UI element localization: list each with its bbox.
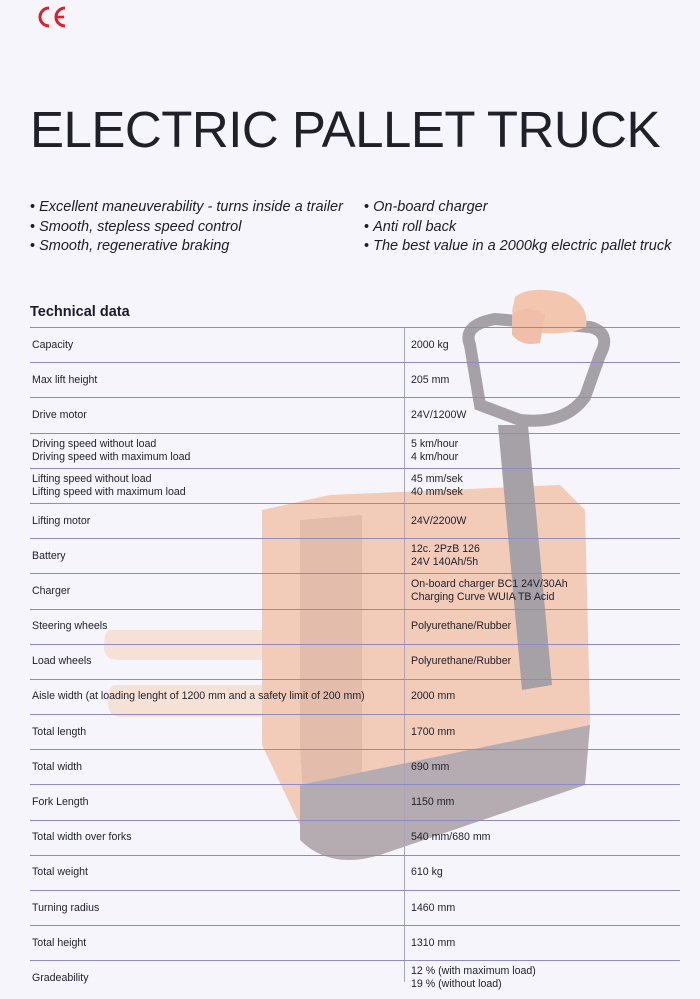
spec-label bbox=[32, 328, 402, 362]
spec-label bbox=[32, 398, 402, 432]
spec-value bbox=[411, 821, 676, 855]
spec-value bbox=[411, 539, 676, 573]
spec-value bbox=[411, 469, 676, 503]
spec-value-text: 1700 mm bbox=[411, 725, 456, 738]
spec-label bbox=[32, 821, 402, 855]
spec-label-text: Load wheels bbox=[32, 655, 92, 668]
spec-value-text: 45 mm/sek bbox=[411, 472, 463, 485]
spec-label bbox=[32, 785, 402, 819]
feature-column-right bbox=[364, 198, 671, 257]
spec-value-text: 610 kg bbox=[411, 866, 443, 879]
spec-value-text: 1460 mm bbox=[411, 901, 456, 914]
spec-label-text: Driving speed without load bbox=[32, 437, 157, 450]
spec-value-text: 2000 kg bbox=[411, 338, 449, 351]
table-row bbox=[30, 785, 680, 820]
spec-value-text: 1310 mm bbox=[411, 936, 456, 949]
spec-label-text: Lifting speed with maximum load bbox=[32, 485, 186, 498]
feature-item: • On-board charger bbox=[364, 198, 671, 218]
spec-value-text: 24V 140Ah/5h bbox=[411, 556, 479, 569]
table-row bbox=[30, 504, 680, 539]
spec-label bbox=[32, 715, 402, 749]
spec-value-text: 40 mm/sek bbox=[411, 485, 463, 498]
spec-value-text: 540 mm/680 mm bbox=[411, 831, 491, 844]
spec-value bbox=[411, 398, 676, 432]
spec-label-text: Turning radius bbox=[32, 901, 100, 914]
table-row bbox=[30, 891, 680, 926]
spec-label bbox=[32, 926, 402, 960]
spec-value-text: 1150 mm bbox=[411, 796, 455, 809]
spec-value-text: 12 % (with maximum load) bbox=[411, 965, 536, 978]
spec-label-text: Gradeability bbox=[32, 971, 89, 984]
table-row bbox=[30, 469, 680, 504]
spec-label bbox=[32, 469, 402, 503]
spec-label bbox=[32, 891, 402, 925]
spec-label-text: Aisle width (at loading lenght of 1200 mm and a safety limit of 200 mm) bbox=[32, 690, 365, 703]
spec-value bbox=[411, 328, 676, 362]
feature-item: • Smooth, regenerative braking bbox=[30, 237, 343, 257]
table-row bbox=[30, 434, 680, 469]
spec-value bbox=[411, 363, 676, 397]
spec-value-text: 24V/1200W bbox=[411, 408, 467, 421]
spec-value bbox=[411, 574, 676, 608]
spec-label-text: Total width over forks bbox=[32, 831, 132, 844]
feature-item: • Anti roll back bbox=[364, 218, 671, 238]
spec-label-text: Lifting speed without load bbox=[32, 472, 152, 485]
spec-label bbox=[32, 504, 402, 538]
spec-value-text: 205 mm bbox=[411, 373, 450, 386]
spec-label bbox=[32, 680, 402, 714]
spec-value bbox=[411, 961, 676, 995]
spec-value bbox=[411, 504, 676, 538]
spec-label-text: Max lift height bbox=[32, 373, 98, 386]
feature-item: • The best value in a 2000kg electric pallet truck bbox=[364, 237, 671, 257]
spec-label-text: Driving speed with maximum load bbox=[32, 450, 191, 463]
feature-item: • Excellent maneuverability - turns inside a trailer bbox=[30, 198, 343, 218]
spec-value bbox=[411, 750, 676, 784]
spec-value bbox=[411, 680, 676, 714]
spec-label-text: Lifting motor bbox=[32, 514, 91, 527]
table-row bbox=[30, 750, 680, 785]
spec-value-text: Charging Curve WUIA TB Acid bbox=[411, 591, 555, 604]
spec-label-text: Steering wheels bbox=[32, 620, 108, 633]
spec-label bbox=[32, 645, 402, 679]
spec-label bbox=[32, 610, 402, 644]
spec-value bbox=[411, 645, 676, 679]
table-row bbox=[30, 715, 680, 750]
spec-label bbox=[32, 961, 402, 995]
spec-value-text: On-board charger BC1 24V/30Ah bbox=[411, 578, 568, 591]
spec-label-text: Fork Length bbox=[32, 796, 89, 809]
spec-value bbox=[411, 434, 676, 468]
table-row bbox=[30, 856, 680, 891]
spec-value bbox=[411, 715, 676, 749]
table-row bbox=[30, 821, 680, 856]
spec-value-text: 4 km/hour bbox=[411, 450, 459, 463]
spec-label-text: Total width bbox=[32, 760, 83, 773]
table-row bbox=[30, 539, 680, 574]
table-row bbox=[30, 610, 680, 645]
feature-column-left bbox=[30, 198, 343, 257]
spec-label-text: Drive motor bbox=[32, 408, 87, 421]
spec-label-text: Capacity bbox=[32, 338, 74, 351]
spec-label bbox=[32, 856, 402, 890]
spec-value-text: Polyurethane/Rubber bbox=[411, 655, 512, 668]
spec-label-text: Charger bbox=[32, 584, 71, 597]
spec-value-text: 2000 mm bbox=[411, 690, 456, 703]
spec-value bbox=[411, 785, 676, 819]
table-row bbox=[30, 926, 680, 961]
spec-value-text: Polyurethane/Rubber bbox=[411, 620, 512, 633]
spec-value-text: 24V/2200W bbox=[411, 514, 467, 527]
spec-value bbox=[411, 926, 676, 960]
page-title: ELECTRIC PALLET TRUCK bbox=[30, 101, 661, 158]
spec-label-text: Total length bbox=[32, 725, 87, 738]
table-row bbox=[30, 574, 680, 609]
table-row bbox=[30, 680, 680, 715]
spec-value-text: 19 % (without load) bbox=[411, 978, 502, 991]
spec-value bbox=[411, 856, 676, 890]
spec-value bbox=[411, 610, 676, 644]
spec-value-text: 690 mm bbox=[411, 760, 450, 773]
spec-value-text: 5 km/hour bbox=[411, 437, 459, 450]
spec-label-text: Total weight bbox=[32, 866, 88, 879]
table-row bbox=[30, 363, 680, 398]
spec-value-text: 12c. 2PzB 126 bbox=[411, 543, 480, 556]
spec-label bbox=[32, 363, 402, 397]
ce-mark-logo bbox=[36, 4, 70, 30]
spec-label-text: Battery bbox=[32, 549, 66, 562]
table-row bbox=[30, 327, 680, 363]
technical-data-table bbox=[30, 327, 680, 996]
table-row bbox=[30, 398, 680, 433]
table-row bbox=[30, 961, 680, 995]
feature-item: • Smooth, stepless speed control bbox=[30, 218, 343, 238]
spec-label-text: Total height bbox=[32, 936, 87, 949]
technical-data-heading: Technical data bbox=[30, 304, 130, 320]
spec-label bbox=[32, 434, 402, 468]
spec-label bbox=[32, 539, 402, 573]
spec-label bbox=[32, 750, 402, 784]
spec-value bbox=[411, 891, 676, 925]
table-row bbox=[30, 645, 680, 680]
spec-label bbox=[32, 574, 402, 608]
